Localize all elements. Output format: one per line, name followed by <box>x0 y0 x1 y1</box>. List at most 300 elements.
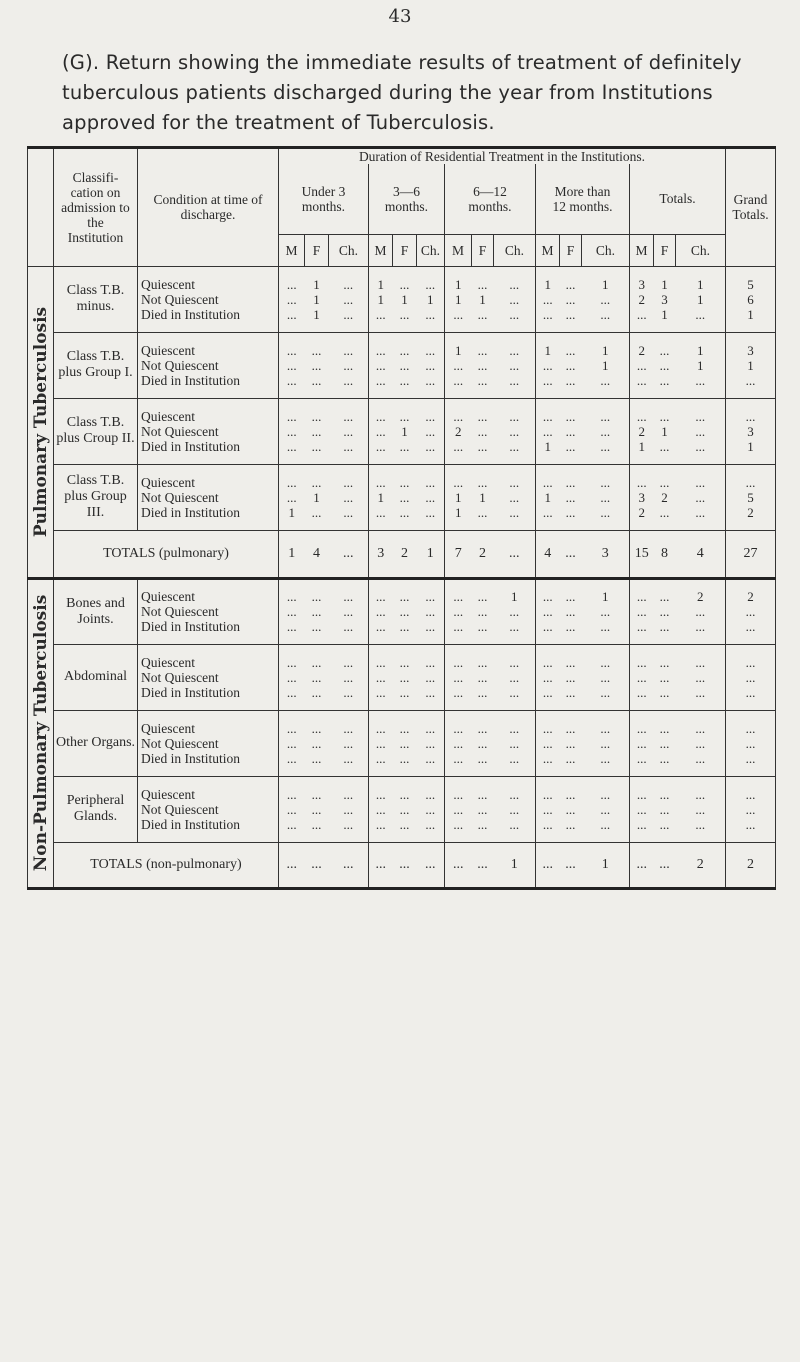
cell-value: ... <box>343 684 354 700</box>
totals-value: ... <box>630 842 654 888</box>
totals-label: TOTALS (non-pulmonary) <box>54 842 279 888</box>
cell-value: ... <box>453 684 464 700</box>
value-cell <box>472 398 494 464</box>
cell-value: ... <box>745 801 756 817</box>
cell-value: ... <box>695 669 706 685</box>
cell-value: ... <box>542 619 553 634</box>
value-cell <box>560 578 582 644</box>
value-cell <box>582 644 630 710</box>
value-cell <box>445 776 472 842</box>
cell-value: ... <box>477 735 488 751</box>
cell-value: ... <box>399 306 410 322</box>
cell-value: ... <box>636 372 647 388</box>
cell-value: ... <box>311 684 322 700</box>
cell-value: ... <box>600 489 611 505</box>
totals-value: 4 <box>305 530 329 578</box>
value-cell <box>305 332 329 398</box>
cell-value: 1 <box>697 276 704 292</box>
value-cell <box>417 464 445 530</box>
value-cell <box>329 710 369 776</box>
totals-value: ... <box>305 842 329 888</box>
cell-value: 2 <box>661 489 668 505</box>
cell-value: ... <box>311 801 322 817</box>
cell-value: ... <box>636 619 647 634</box>
cell-value: ... <box>509 306 520 322</box>
cell-value: ... <box>695 720 706 736</box>
cell-value: 2 <box>638 504 645 520</box>
value-cell <box>279 578 305 644</box>
cell-value: ... <box>636 684 647 700</box>
value-cell <box>654 578 676 644</box>
value-cell <box>305 644 329 710</box>
cell-value: ... <box>425 372 436 388</box>
cell-value: ... <box>695 735 706 751</box>
cell-value: 1 <box>313 489 320 505</box>
cell-value: ... <box>600 423 611 439</box>
condition-label: Quiescent <box>141 654 195 670</box>
cell-value: ... <box>343 786 354 802</box>
value-cell <box>494 776 536 842</box>
cell-value: ... <box>311 474 322 490</box>
value-cell <box>536 776 560 842</box>
cell-value: ... <box>477 372 488 388</box>
cell-value: ... <box>399 438 410 454</box>
cell-value: ... <box>745 720 756 736</box>
cell-value: ... <box>745 372 756 388</box>
value-cell <box>676 332 726 398</box>
cell-value: ... <box>477 276 488 292</box>
cell-value: ... <box>745 684 756 700</box>
totals-value: 1 <box>494 842 536 888</box>
value-cell <box>536 332 560 398</box>
grand-total-cell <box>726 710 776 776</box>
totals-value: 15 <box>630 530 654 578</box>
subcolumn-header: F <box>560 234 582 266</box>
cell-value: ... <box>286 438 297 454</box>
value-cell <box>494 644 536 710</box>
cell-value: ... <box>509 342 520 358</box>
cell-value: ... <box>311 816 322 832</box>
totals-value: 7 <box>445 530 472 578</box>
cell-value: ... <box>477 786 488 802</box>
cell-value: ... <box>311 372 322 388</box>
cell-value: ... <box>453 589 464 604</box>
cell-value: 1 <box>602 589 609 604</box>
cell-value: ... <box>659 408 670 424</box>
value-cell <box>369 266 393 332</box>
cell-value: ... <box>659 669 670 685</box>
value-cell <box>417 578 445 644</box>
condition-label: Quiescent <box>141 786 195 802</box>
cell-value: ... <box>425 720 436 736</box>
cell-value: ... <box>565 735 576 751</box>
value-cell <box>369 578 393 644</box>
value-cell <box>279 398 305 464</box>
value-cell <box>630 398 654 464</box>
value-cell <box>676 398 726 464</box>
cell-value: ... <box>343 408 354 424</box>
value-cell <box>560 710 582 776</box>
cell-value: ... <box>509 735 520 751</box>
totals-value: ... <box>393 842 417 888</box>
cell-value: ... <box>542 669 553 685</box>
cell-value: ... <box>286 786 297 802</box>
grand-total-cell <box>726 644 776 710</box>
cell-value: ... <box>375 589 386 604</box>
page-number: 43 <box>388 6 412 27</box>
value-cell <box>393 644 417 710</box>
cell-value: ... <box>453 654 464 670</box>
value-cell <box>494 578 536 644</box>
cell-value: ... <box>695 423 706 439</box>
cell-value: 1 <box>313 291 320 307</box>
cell-value: ... <box>399 801 410 817</box>
cell-value: ... <box>375 786 386 802</box>
cell-value: ... <box>477 438 488 454</box>
table-row <box>28 332 776 398</box>
value-cell <box>305 710 329 776</box>
value-cell <box>393 776 417 842</box>
cell-value: ... <box>600 720 611 736</box>
value-cell <box>417 644 445 710</box>
cell-value: ... <box>477 408 488 424</box>
value-cell <box>369 464 393 530</box>
cell-value: ... <box>745 654 756 670</box>
value-cell <box>560 464 582 530</box>
totals-value: ... <box>472 842 494 888</box>
cell-value: ... <box>375 801 386 817</box>
cell-value: ... <box>477 357 488 373</box>
cell-value: ... <box>375 720 386 736</box>
cell-value: ... <box>659 504 670 520</box>
cell-value: ... <box>343 357 354 373</box>
value-cell <box>445 578 472 644</box>
cell-value: ... <box>343 372 354 388</box>
cell-value: 2 <box>638 423 645 439</box>
condition-label: Not Quiescent <box>141 735 219 751</box>
grand-total-cell <box>726 776 776 842</box>
cell-value: ... <box>425 504 436 520</box>
table-row <box>28 398 776 464</box>
cell-value: 2 <box>638 342 645 358</box>
value-cell <box>329 398 369 464</box>
cell-value: ... <box>565 372 576 388</box>
cell-value: ... <box>477 619 488 634</box>
cell-value: ... <box>425 816 436 832</box>
cell-value: ... <box>542 801 553 817</box>
totals-value: 8 <box>654 530 676 578</box>
cell-value: ... <box>509 489 520 505</box>
subcolumn-header: F <box>393 234 417 266</box>
value-cell <box>676 578 726 644</box>
cell-value: ... <box>477 604 488 619</box>
cell-value: ... <box>286 669 297 685</box>
value-cell <box>279 332 305 398</box>
cell-value: ... <box>659 438 670 454</box>
cell-value: ... <box>509 786 520 802</box>
cell-value: ... <box>286 654 297 670</box>
cell-value: ... <box>343 589 354 604</box>
cell-value: ... <box>425 750 436 766</box>
cell-value: ... <box>399 357 410 373</box>
cell-value: 1 <box>602 342 609 358</box>
condition-label: Quiescent <box>141 276 195 292</box>
cell-value: 5 <box>747 489 754 505</box>
value-cell <box>536 398 560 464</box>
condition-label: Died in Institution <box>141 438 240 454</box>
cell-value: ... <box>453 816 464 832</box>
totals-value: 1 <box>582 842 630 888</box>
cell-value: ... <box>695 801 706 817</box>
cell-value: ... <box>399 669 410 685</box>
cell-value: ... <box>311 423 322 439</box>
value-cell <box>369 710 393 776</box>
cell-value: ... <box>399 276 410 292</box>
grand-total-cell <box>726 578 776 644</box>
value-cell <box>654 266 676 332</box>
condition-label: Not Quiescent <box>141 669 219 685</box>
cell-value: ... <box>286 720 297 736</box>
cell-value: ... <box>509 750 520 766</box>
value-cell <box>560 398 582 464</box>
cell-value: ... <box>509 408 520 424</box>
cell-value: ... <box>542 720 553 736</box>
value-cell <box>560 266 582 332</box>
cell-value: ... <box>636 720 647 736</box>
cell-value: ... <box>425 669 436 685</box>
value-cell <box>369 332 393 398</box>
subcolumn-header: M <box>279 234 305 266</box>
cell-value: ... <box>477 750 488 766</box>
value-cell <box>393 464 417 530</box>
totals-value: 2 <box>393 530 417 578</box>
table-row <box>28 644 776 710</box>
grand-total-cell <box>726 332 776 398</box>
cell-value: ... <box>343 816 354 832</box>
value-cell <box>445 332 472 398</box>
cell-value: 1 <box>661 276 668 292</box>
cell-value: ... <box>286 816 297 832</box>
cell-value: ... <box>477 504 488 520</box>
cell-value: ... <box>542 816 553 832</box>
cell-value: 1 <box>747 357 754 373</box>
classification-label: Class T.B. minus. <box>54 266 138 332</box>
cell-value: ... <box>565 786 576 802</box>
cell-value: ... <box>286 604 297 619</box>
value-cell <box>417 332 445 398</box>
cell-value: ... <box>509 801 520 817</box>
cell-value: ... <box>600 816 611 832</box>
cell-value: ... <box>286 276 297 292</box>
totals-value: 2 <box>676 842 726 888</box>
classification-label: Bones and Joints. <box>54 578 138 644</box>
cell-value: ... <box>542 291 553 307</box>
condition-label: Quiescent <box>141 408 195 424</box>
cell-value: ... <box>286 735 297 751</box>
cell-value: ... <box>311 504 322 520</box>
condition-label: Quiescent <box>141 589 195 604</box>
cell-value: 1 <box>602 357 609 373</box>
value-cell <box>494 464 536 530</box>
cell-value: ... <box>636 589 647 604</box>
cell-value: ... <box>542 474 553 490</box>
value-cell <box>630 710 654 776</box>
value-cell <box>582 710 630 776</box>
cell-value: ... <box>311 786 322 802</box>
condition-header: Condition at time of discharge. <box>138 148 279 267</box>
condition-label: Not Quiescent <box>141 801 219 817</box>
cell-value: ... <box>311 357 322 373</box>
cell-value: ... <box>565 604 576 619</box>
subcolumn-header: F <box>472 234 494 266</box>
grand-total-cell <box>726 266 776 332</box>
value-cell <box>654 398 676 464</box>
cell-value: ... <box>425 801 436 817</box>
cell-value: 1 <box>377 291 384 307</box>
cell-value: ... <box>425 489 436 505</box>
cell-value: 1 <box>455 276 462 292</box>
cell-value: 1 <box>661 306 668 322</box>
cell-value: ... <box>542 423 553 439</box>
value-cell <box>305 398 329 464</box>
cell-value: ... <box>745 816 756 832</box>
value-cell <box>445 644 472 710</box>
value-cell <box>279 464 305 530</box>
cell-value: ... <box>600 619 611 634</box>
cell-value: ... <box>565 654 576 670</box>
cell-value: ... <box>695 408 706 424</box>
cell-value: ... <box>311 342 322 358</box>
value-cell <box>329 776 369 842</box>
condition-label: Died in Institution <box>141 816 240 832</box>
cell-value: ... <box>565 357 576 373</box>
cell-value: ... <box>695 604 706 619</box>
value-cell <box>582 464 630 530</box>
condition-cell <box>138 644 279 710</box>
condition-label: Not Quiescent <box>141 604 219 619</box>
period-header-under-3: Under 3 months. <box>279 164 369 234</box>
condition-cell <box>138 266 279 332</box>
cell-value: ... <box>286 619 297 634</box>
cell-value: ... <box>311 589 322 604</box>
value-cell <box>369 644 393 710</box>
cell-value: ... <box>600 504 611 520</box>
cell-value: ... <box>542 408 553 424</box>
subcolumn-header: Ch. <box>676 234 726 266</box>
grand-totals-header: Grand Totals. <box>726 148 776 267</box>
cell-value: ... <box>399 816 410 832</box>
cell-value: ... <box>477 654 488 670</box>
value-cell <box>582 332 630 398</box>
condition-label: Died in Institution <box>141 372 240 388</box>
subcolumn-header: Ch. <box>329 234 369 266</box>
cell-value: ... <box>343 489 354 505</box>
value-cell <box>305 464 329 530</box>
cell-value: ... <box>600 669 611 685</box>
cell-value: ... <box>509 720 520 736</box>
cell-value: ... <box>542 786 553 802</box>
value-cell <box>329 266 369 332</box>
cell-value: ... <box>659 801 670 817</box>
cell-value: ... <box>477 720 488 736</box>
value-cell <box>279 644 305 710</box>
cell-value: 1 <box>313 276 320 292</box>
value-cell <box>393 398 417 464</box>
cell-value: ... <box>399 786 410 802</box>
cell-value: ... <box>745 604 756 619</box>
cell-value: ... <box>286 342 297 358</box>
cell-value: ... <box>453 720 464 736</box>
value-cell <box>630 578 654 644</box>
cell-value: ... <box>542 357 553 373</box>
table-row <box>28 776 776 842</box>
cell-value: ... <box>399 589 410 604</box>
cell-value: ... <box>659 342 670 358</box>
cell-value: ... <box>399 735 410 751</box>
results-table <box>27 146 776 890</box>
classification-label: Class T.B. plus Group III. <box>54 464 138 530</box>
cell-value: ... <box>399 372 410 388</box>
cell-value: ... <box>695 654 706 670</box>
cell-value: ... <box>425 684 436 700</box>
cell-value: ... <box>425 408 436 424</box>
cell-value: ... <box>477 801 488 817</box>
cell-value: ... <box>542 372 553 388</box>
cell-value: ... <box>695 786 706 802</box>
classification-label: Peripheral Glands. <box>54 776 138 842</box>
cell-value: ... <box>425 786 436 802</box>
cell-value: 1 <box>747 438 754 454</box>
totals-value: 4 <box>536 530 560 578</box>
cell-value: 1 <box>455 504 462 520</box>
value-cell <box>329 644 369 710</box>
cell-value: ... <box>636 816 647 832</box>
cell-value: ... <box>695 684 706 700</box>
value-cell <box>536 266 560 332</box>
cell-value: ... <box>565 816 576 832</box>
cell-value: ... <box>695 306 706 322</box>
cell-value: 1 <box>511 589 518 604</box>
cell-value: ... <box>343 604 354 619</box>
value-cell <box>279 776 305 842</box>
cell-value: ... <box>399 654 410 670</box>
subcolumn-header: F <box>654 234 676 266</box>
value-cell <box>630 776 654 842</box>
cell-value: ... <box>425 438 436 454</box>
value-cell <box>536 464 560 530</box>
cell-value: ... <box>453 619 464 634</box>
value-cell <box>630 644 654 710</box>
cell-value: 2 <box>747 589 754 604</box>
cell-value: 1 <box>638 438 645 454</box>
cell-value: ... <box>453 306 464 322</box>
cell-value: ... <box>600 684 611 700</box>
cell-value: 1 <box>544 342 551 358</box>
cell-value: ... <box>509 619 520 634</box>
value-cell <box>630 266 654 332</box>
totals-value: 1 <box>279 530 305 578</box>
cell-value: ... <box>509 816 520 832</box>
cell-value: ... <box>399 342 410 358</box>
cell-value: ... <box>311 735 322 751</box>
cell-value: ... <box>509 654 520 670</box>
cell-value: ... <box>565 589 576 604</box>
cell-value: 1 <box>747 306 754 322</box>
cell-value: ... <box>565 306 576 322</box>
cell-value: ... <box>659 357 670 373</box>
value-cell <box>582 578 630 644</box>
totals-value: ... <box>417 842 445 888</box>
